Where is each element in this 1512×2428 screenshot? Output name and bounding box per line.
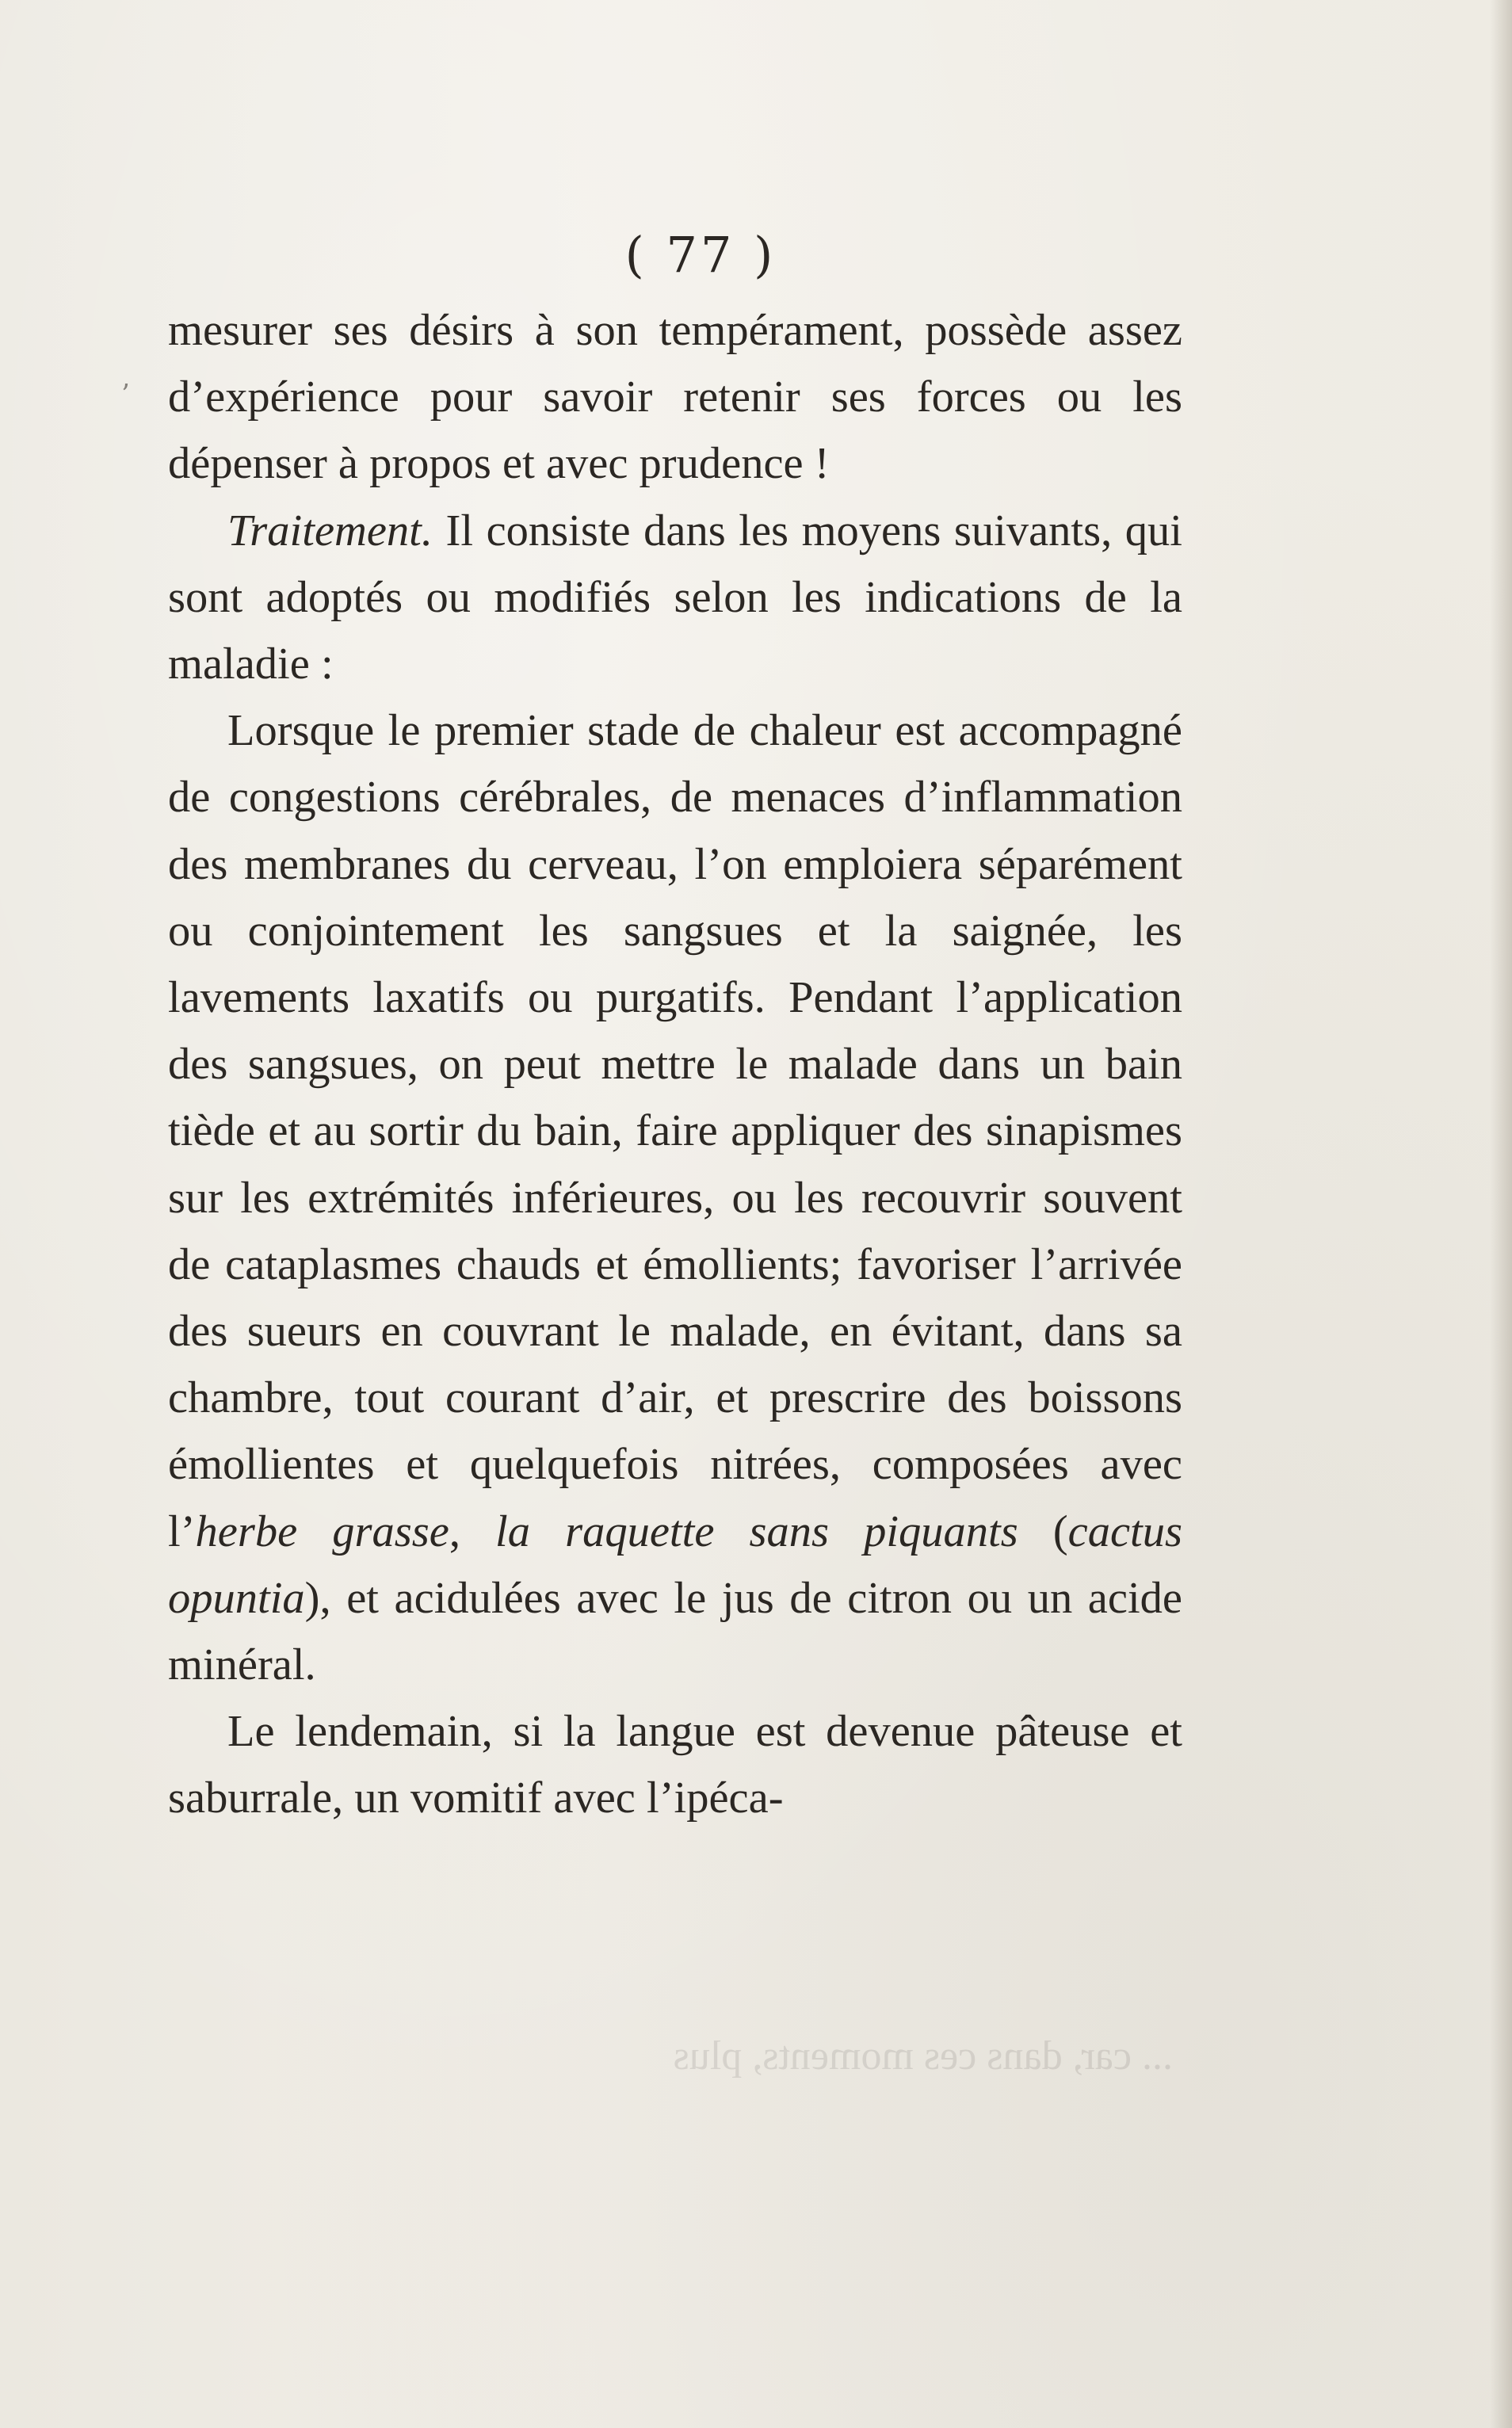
- text-run: Le lendemain, si la langue est devenue pâteuse et saburrale, un vomitif avec l’ipéca-: [168, 1707, 1182, 1823]
- text-run: Lorsque le premier stade de chaleur est accompagné de congestions cérébrales, de menaces d’inflammation des membranes du cerveau, l’on emploiera séparément ou conjointement les sangsues et la saignée, les lavements laxatifs ou purgatifs. Pendant l’application des sangsues, on peut mettre le malade dans un bain tiède et au sortir du bain, faire appliquer des sinapismes sur les extrémités inférieures, ou les recouvrir souvent de cataplasmes chauds et émollients; favoriser l’arrivée des sueurs en couvrant le malade, en évitant, dans sa chambre, tout courant d’air, et prescrire des boissons émollientes et quelquefois nitrées, composées avec l’: [168, 706, 1182, 1556]
- paragraph-p1: [168, 297, 1182, 498]
- page-number: ( 77 ): [624, 226, 777, 284]
- text-run: (: [1018, 1506, 1068, 1556]
- italic-text: la raquette sans piquants: [495, 1506, 1018, 1556]
- text-run: Il consiste dans les moyens suivants, qui sont adoptés ou modifiés selon les indications de la maladie :: [168, 506, 1182, 689]
- bleed-through-text: ... car, dans ces moments, plus: [673, 2033, 1173, 2079]
- margin-mark: ʼ: [120, 379, 129, 410]
- text-run: ,: [449, 1506, 496, 1556]
- page-edge-shadow: [1490, 0, 1512, 2428]
- paragraph-p2: [168, 498, 1182, 698]
- italic-text: Traitement.: [227, 506, 433, 555]
- text-run: ), et acidulées avec le jus de citron ou un acide minéral.: [168, 1573, 1182, 1690]
- text-run: mesurer ses désirs à son tempérament, possède assez d’expérience pour savoir retenir ses forces ou les dépenser à propos et avec prudence !: [168, 306, 1182, 489]
- paragraph-p4: [168, 1698, 1182, 1831]
- paragraph-p3: [168, 697, 1182, 1698]
- body-text: [168, 297, 1182, 1832]
- italic-text: herbe grasse: [195, 1506, 449, 1556]
- italic-text: cactus opuntia: [168, 1506, 1182, 1623]
